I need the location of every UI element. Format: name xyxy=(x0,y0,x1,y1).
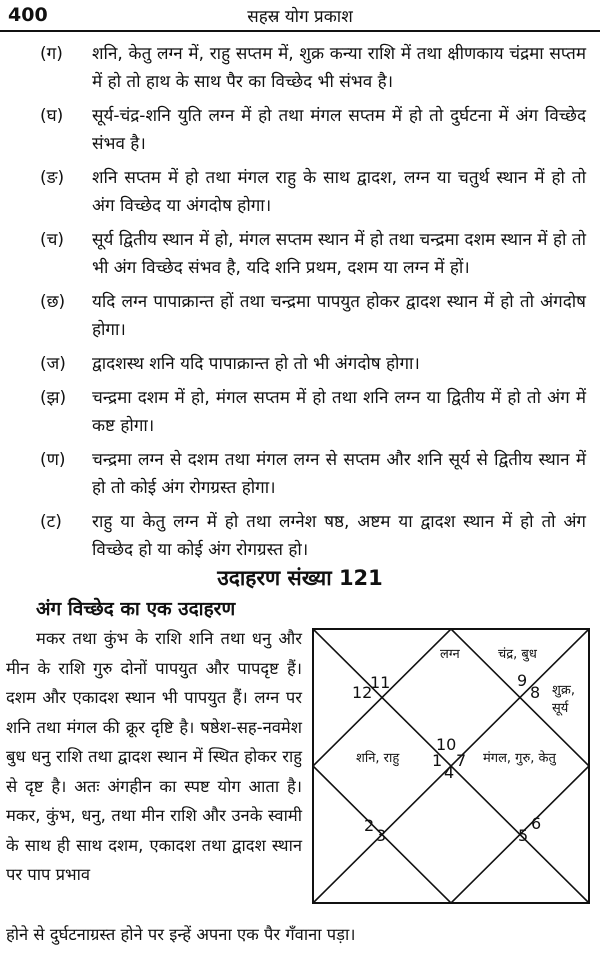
birth-chart-diagram xyxy=(312,628,590,904)
condition-label: (च) xyxy=(40,230,65,250)
condition-item xyxy=(0,40,600,96)
condition-item xyxy=(0,288,600,344)
house-number: 5 xyxy=(518,826,529,845)
condition-text: राहु या केतु लग्न में हो तथा लग्नेश षष्ठ, अष्टम या द्वादश स्थान में हो तो अंग विच्छेद हो या कोई अंग रोगग्रस्त हो। xyxy=(92,512,586,560)
condition-label: (ग) xyxy=(40,44,63,64)
example-last-line: होने से दुर्घटनाग्रस्त होने पर इन्हें अपना एक पैर गँवाना पड़ा। xyxy=(6,925,356,944)
condition-text: यदि लग्न पापाक्रान्त हों तथा चन्द्रमा पापयुत होकर द्वादश स्थान में हो तो अंगदोष होगा। xyxy=(92,292,586,340)
chart-planets: चंद्र, बुध xyxy=(498,647,537,662)
condition-label: (ज) xyxy=(40,354,66,374)
chart-planets: सूर्य xyxy=(552,701,569,716)
condition-label: (घ) xyxy=(40,106,64,126)
condition-item xyxy=(0,164,600,220)
example-body-text: मकर तथा कुंभ के राशि शनि तथा धनु और मीन के राशि गुरु दोनों पापयुत और पापदृष्ट हैं। दशम और एकादश स्थान भी पापयुत हैं। लग्न पर शनि तथा मंगल की क्रूर दृष्टि है। षष्ठेश-सह-नवमेश बुध धनु राशि तथा द्वादश स्थान में स्थित होकर राहु से दृष्ट है। अतः अंगहीन का स्पष्ट योग आता है। मकर, कुंभ, धनु, तथा मीन राशि और उनके स्वामी के साथ ही साथ दशम, एकादश तथा द्वादश स्थान पर पाप प्रभाव xyxy=(6,629,302,884)
chart-planets: मंगल, गुरु, केतु xyxy=(483,751,556,766)
condition-item xyxy=(0,102,600,158)
example-heading: उदाहरण संख्या 121 xyxy=(217,566,383,590)
house-number: 1 xyxy=(432,751,443,770)
header-rule xyxy=(0,30,600,32)
chart-planets: शनि, राहु xyxy=(356,751,400,766)
house-number: 6 xyxy=(531,814,542,833)
page-number: 400 xyxy=(8,4,48,26)
house-number: 3 xyxy=(376,826,387,845)
condition-text: सूर्य द्वितीय स्थान में हो, मंगल सप्तम स्थान में हो तथा चन्द्रमा दशम स्थान में हो तो भी अंग विच्छेद संभव है, यदि शनि प्रथम, दशम या लग्न में हों। xyxy=(92,230,586,278)
condition-label: (ण) xyxy=(40,450,66,470)
condition-label: (झ) xyxy=(40,388,67,408)
condition-item xyxy=(0,350,600,378)
chart-planets: लग्न xyxy=(440,647,460,662)
house-number: 12 xyxy=(352,683,373,702)
house-number: 4 xyxy=(444,763,455,782)
house-number: 7 xyxy=(456,751,467,770)
condition-text: शनि, केतु लग्न में, राहु सप्तम में, शुक्र कन्या राशि में तथा क्षीणकाय चंद्रमा सप्तम में हो तो हाथ के साथ पैर का विच्छेद भी संभव है। xyxy=(92,44,586,92)
condition-text: द्वादशस्थ शनि यदि पापाक्रान्त हो तो भी अंगदोष होगा। xyxy=(92,354,420,374)
conditions-list xyxy=(0,40,600,570)
chart-planets: शुक्र, xyxy=(552,683,575,698)
condition-text: सूर्य-चंद्र-शनि युति लग्न में हो तथा मंगल सप्तम में हो तो दुर्घटना में अंग विच्छेद संभव है। xyxy=(92,106,586,154)
birth-chart xyxy=(312,628,590,904)
house-number: 11 xyxy=(370,673,391,692)
house-number: 10 xyxy=(436,735,457,754)
condition-label: (ट) xyxy=(40,512,62,532)
example-subheading: अंग विच्छेद का एक उदाहरण xyxy=(36,598,236,620)
page-title: सहस्र योग प्रकाश xyxy=(247,7,353,27)
condition-text: चन्द्रमा दशम में हो, मंगल सप्तम में हो तथा शनि लग्न या द्वितीय में हो तो अंग में कष्ट होगा। xyxy=(92,388,586,436)
condition-label: (ङ) xyxy=(40,168,65,188)
condition-item xyxy=(0,508,600,564)
condition-text: चन्द्रमा लग्न से दशम तथा मंगल लग्न से सप्तम और शनि सूर्य से द्वितीय स्थान में हो तो कोई अंग रोगग्रस्त होगा। xyxy=(92,450,586,498)
condition-item xyxy=(0,226,600,282)
condition-label: (छ) xyxy=(40,292,66,312)
condition-item xyxy=(0,446,600,502)
house-number: 8 xyxy=(530,683,541,702)
house-number: 9 xyxy=(517,671,528,690)
condition-text: शनि सप्तम में हो तथा मंगल राहु के साथ द्वादश, लग्न या चतुर्थ स्थान में हो तो अंग विच्छेद या अंगदोष होगा। xyxy=(92,168,586,216)
condition-item xyxy=(0,384,600,440)
house-number: 2 xyxy=(364,816,375,835)
